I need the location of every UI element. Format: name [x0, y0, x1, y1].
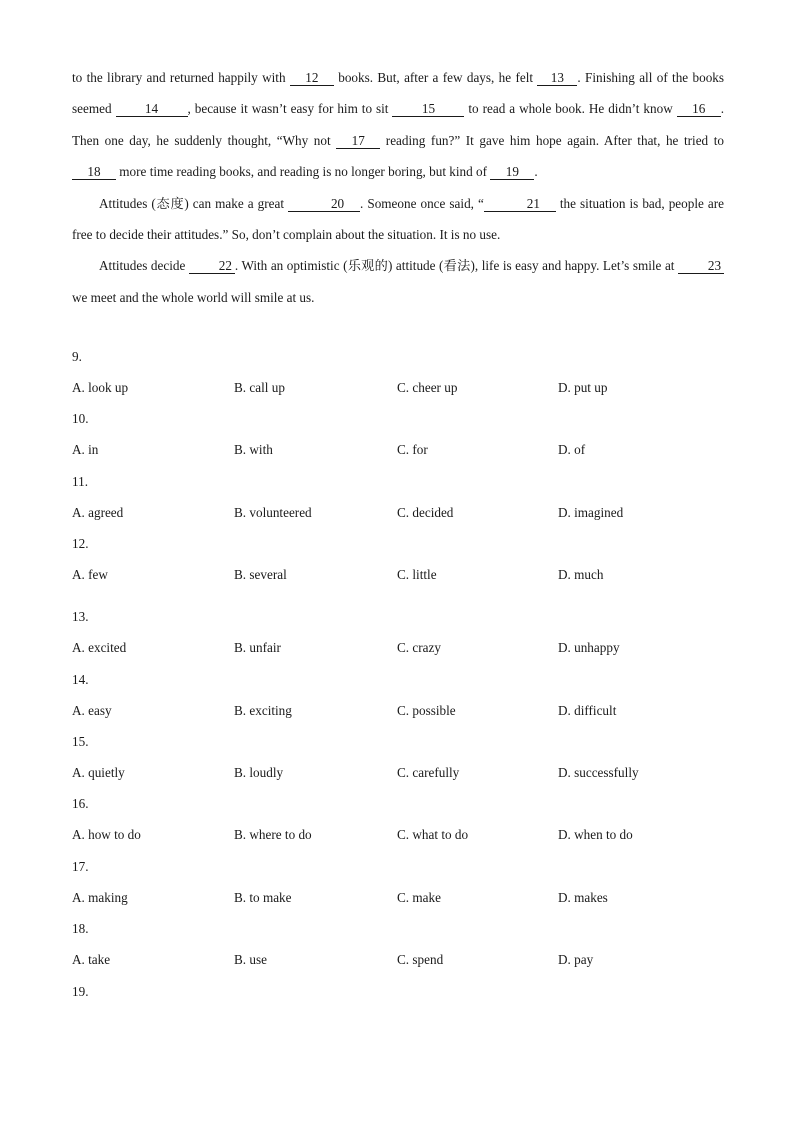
blank-13: 13 — [537, 71, 577, 86]
option-a[interactable]: A. making — [72, 889, 128, 905]
text-run: books. But, after a few days, he felt — [333, 70, 538, 85]
option-d[interactable]: D. successfully — [558, 764, 639, 780]
option-a[interactable]: A. excited — [72, 640, 127, 656]
question-item — [72, 345, 732, 407]
option-c[interactable]: C. crazy — [397, 640, 441, 656]
blank-23: 23 — [678, 259, 724, 274]
option-b[interactable]: B. exciting — [234, 702, 292, 718]
text-run: . — [534, 164, 538, 180]
option-a[interactable]: A. in — [72, 442, 99, 458]
text-run: , because it wasn’t easy for him to sit — [187, 101, 393, 117]
question-number: 10. — [72, 411, 89, 427]
options-row — [72, 563, 732, 587]
text-run: the situation is bad, people are free to decide their attitudes.” So, don’t complain about the situation. It is no use. — [72, 195, 725, 243]
question-number: 9. — [72, 349, 82, 364]
option-d[interactable]: D. put up — [558, 380, 608, 395]
options-row — [72, 376, 732, 400]
paragraph-2 — [72, 188, 724, 251]
question-item — [72, 605, 732, 667]
question-item — [72, 730, 732, 792]
option-c[interactable]: C. make — [397, 889, 441, 905]
blank-12: 12 — [290, 71, 334, 86]
text-run: to the library and returned happily with — [72, 70, 290, 85]
option-c[interactable]: C. little — [397, 567, 437, 583]
option-b[interactable]: B. several — [234, 567, 287, 583]
option-a[interactable]: A. easy — [72, 702, 112, 718]
option-a[interactable]: A. agreed — [72, 504, 124, 520]
option-b[interactable]: B. call up — [234, 380, 285, 395]
question-number: 15. — [72, 733, 89, 749]
question-number: 18. — [72, 921, 89, 937]
question-list — [72, 345, 732, 1042]
text-run: more time reading books, and reading is no longer boring, but kind of — [116, 164, 491, 180]
question-item — [72, 792, 732, 854]
text-run: Attitudes (态度) can make a great — [99, 195, 289, 211]
option-d[interactable]: D. much — [558, 567, 604, 583]
option-d[interactable]: D. difficult — [558, 702, 617, 718]
options-row — [72, 501, 732, 525]
option-d[interactable]: D. imagined — [558, 504, 624, 520]
reading-passage — [72, 62, 724, 313]
question-number: 12. — [72, 536, 89, 552]
question-item — [72, 668, 732, 730]
question-number: 11. — [72, 473, 88, 489]
text-run: . With an optimistic (乐观的) attitude (看法), life is easy and happy. Let’s smile at — [234, 258, 678, 274]
blank-19: 19 — [490, 165, 534, 180]
option-b[interactable]: B. use — [234, 952, 267, 968]
option-d[interactable]: D. pay — [558, 952, 594, 968]
option-c[interactable]: C. spend — [397, 952, 444, 968]
options-row — [72, 438, 732, 462]
paragraph-3 — [72, 250, 724, 313]
option-a[interactable]: A. few — [72, 567, 108, 583]
question-number: 14. — [72, 671, 89, 687]
blank-15: 15 — [392, 102, 464, 117]
option-c[interactable]: C. what to do — [397, 827, 469, 843]
option-b[interactable]: B. volunteered — [234, 504, 312, 520]
option-b[interactable]: B. loudly — [234, 764, 284, 780]
blank-22: 22 — [189, 259, 235, 274]
question-item — [72, 917, 732, 979]
options-row — [72, 636, 732, 660]
blank-20: 20 — [288, 197, 360, 212]
blank-14: 14 — [116, 102, 188, 117]
options-row — [72, 761, 732, 785]
option-d[interactable]: D. when to do — [558, 827, 633, 843]
blank-16: 16 — [677, 102, 721, 117]
option-c[interactable]: C. possible — [397, 702, 456, 718]
option-a[interactable]: A. how to do — [72, 827, 141, 843]
blank-17: 17 — [336, 134, 380, 149]
option-c[interactable]: C. carefully — [397, 764, 460, 780]
option-a[interactable]: A. take — [72, 952, 111, 968]
question-number: 13. — [72, 609, 89, 625]
text-run: . Finishing all of the books seemed — [72, 70, 725, 117]
option-b[interactable]: B. where to do — [234, 827, 312, 843]
text-run: . Then one day, he suddenly thought, “Why not — [72, 101, 724, 148]
option-b[interactable]: B. to make — [234, 889, 292, 905]
question-number: 19. — [72, 983, 89, 999]
option-a[interactable]: A. look up — [72, 380, 129, 395]
question-item — [72, 470, 732, 532]
options-row — [72, 823, 732, 847]
text-run: we meet and the whole world will smile at us. — [72, 289, 315, 305]
question-item — [72, 980, 732, 1042]
option-b[interactable]: B. with — [234, 442, 273, 458]
text-run: . Someone once said, “ — [360, 195, 484, 211]
option-d[interactable]: D. unhappy — [558, 640, 620, 656]
options-row — [72, 699, 732, 723]
option-d[interactable]: D. makes — [558, 889, 608, 905]
question-number: 17. — [72, 858, 89, 874]
question-item — [72, 855, 732, 917]
blank-21: 21 — [484, 197, 556, 212]
option-c[interactable]: C. for — [397, 442, 428, 458]
text-run: Attitudes decide — [99, 258, 189, 274]
option-d[interactable]: D. of — [558, 442, 586, 458]
options-row — [72, 886, 732, 910]
option-c[interactable]: C. decided — [397, 504, 454, 520]
text-run: reading fun?” It gave him hope again. After that, he tried to — [380, 132, 724, 148]
question-number: 16. — [72, 796, 89, 812]
text-run: to read a whole book. He didn’t know — [464, 101, 677, 117]
options-row — [72, 948, 732, 972]
option-a[interactable]: A. quietly — [72, 764, 125, 780]
blank-18: 18 — [72, 165, 116, 180]
paragraph-1 — [72, 62, 724, 188]
question-item — [72, 407, 732, 469]
option-b[interactable]: B. unfair — [234, 640, 281, 656]
question-item — [72, 532, 732, 605]
option-c[interactable]: C. cheer up — [397, 380, 458, 395]
